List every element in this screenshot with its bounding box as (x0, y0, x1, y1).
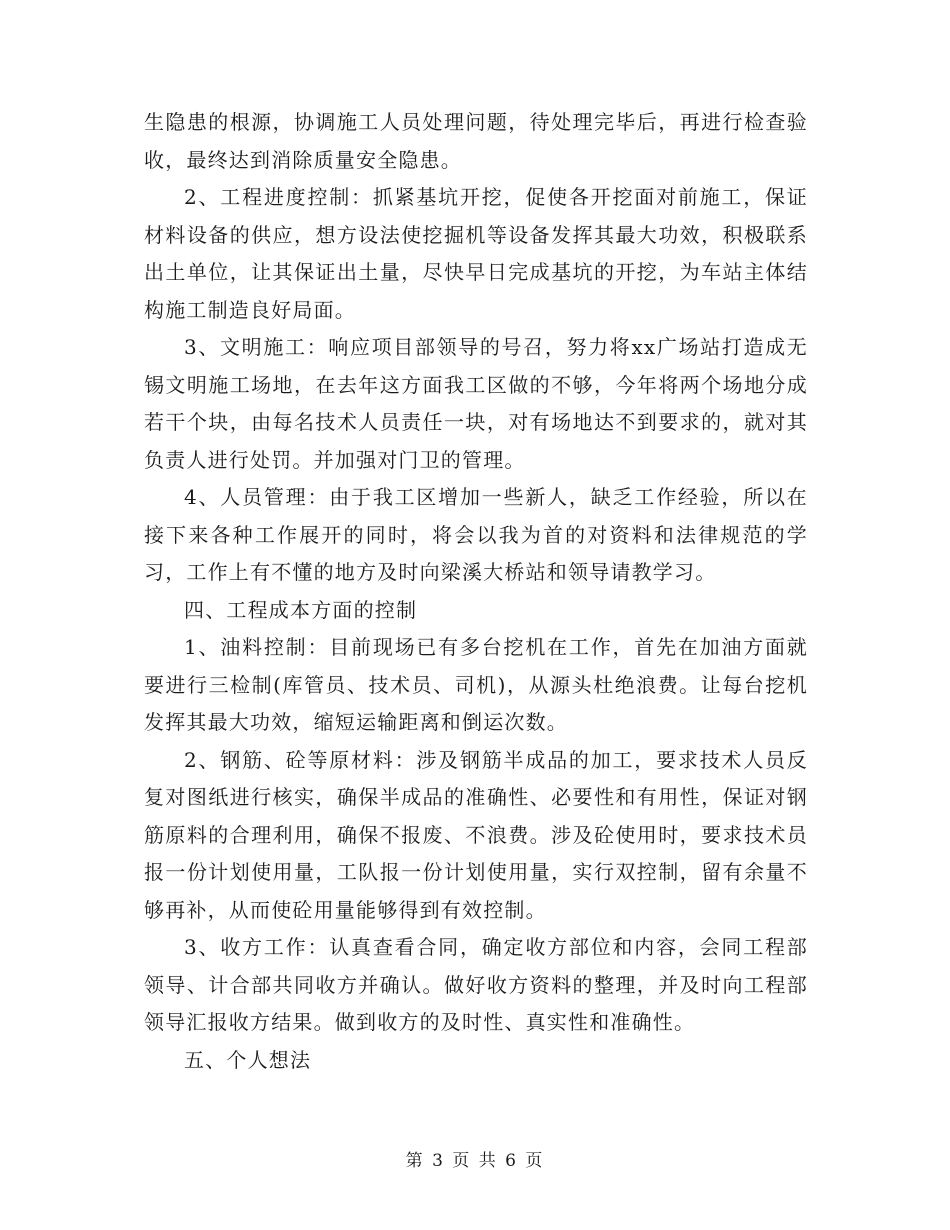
section-heading-5: 五、个人想法 (184, 1047, 312, 1072)
section-heading-4: 四、工程成本方面的控制 (184, 597, 418, 622)
paragraph-3: 3、文明施工：响应项目部领导的号召，努力将xx广场站打造成无锡文明施工场地，在去年这方面我工区做的不够，今年将两个场地分成若干个块，由每名技术人员责任一块，对有场地达不到要求的，就对其负责人进行处罚。并加强对门卫的管理。 (144, 335, 808, 472)
page-footer: 第 3 页 共 6 页 (405, 1151, 545, 1171)
paragraph-5: 1、油料控制：目前现场已有多台挖机在工作，首先在加油方面就要进行三检制(库管员、技术员、司机)，从源头杜绝浪费。让每台挖机发挥其最大功效，缩短运输距离和倒运次数。 (144, 635, 808, 734)
paragraph-6: 2、钢筋、砼等原材料：涉及钢筋半成品的加工，要求技术人员反复对图纸进行核实，确保半成品的准确性、必要性和有用性，保证对钢筋原料的合理利用，确保不报废、不浪费。涉及砼使用时，要求技术员报一份计划使用量，工队报一份计划使用量，实行双控制，留有余量不够再补，从而使砼用量能够得到有效控制。 (144, 747, 808, 922)
paragraph-7: 3、收方工作：认真查看合同，确定收方部位和内容，会同工程部领导、计合部共同收方并确认。做好收方资料的整理，并及时向工程部领导汇报收方结果。做到收方的及时性、真实性和准确性。 (144, 935, 808, 1034)
paragraph-1: 生隐患的根源，协调施工人员处理问题，待处理完毕后，再进行检查验收，最终达到消除质量安全隐患。 (144, 110, 808, 172)
document-body (144, 104, 808, 1079)
paragraph-4: 4、人员管理：由于我工区增加一些新人，缺乏工作经验，所以在接下来各种工作展开的同时，将会以我为首的对资料和法律规范的学习，工作上有不懂的地方及时向梁溪大桥站和领导请教学习。 (144, 485, 808, 584)
paragraph-2: 2、工程进度控制：抓紧基坑开挖，促使各开挖面对前施工，保证材料设备的供应，想方设法使挖掘机等设备发挥其最大功效，积极联系出土单位，让其保证出土量，尽快早日完成基坑的开挖，为车站主体结构施工制造良好局面。 (144, 185, 808, 322)
